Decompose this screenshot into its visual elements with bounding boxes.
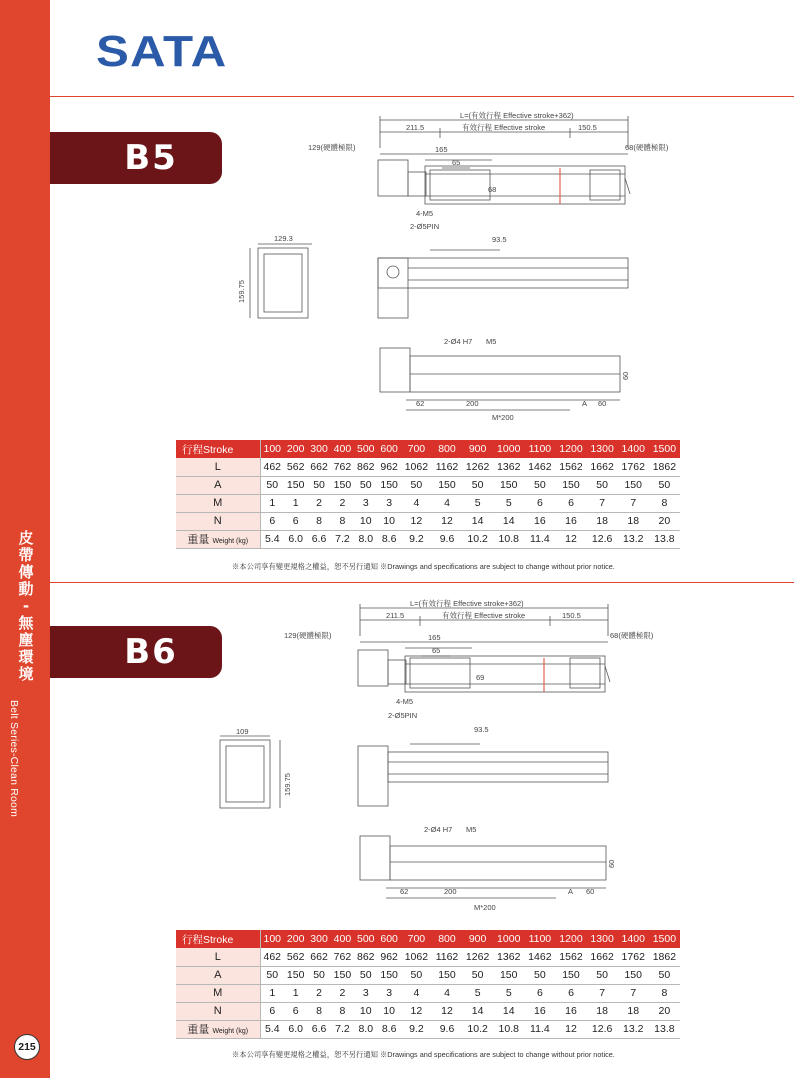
table-cell: 3 xyxy=(377,494,400,512)
sidebar-char: 動 xyxy=(18,580,34,598)
row-label: N xyxy=(176,1002,260,1020)
dim-side-offset: 93.5 xyxy=(492,235,507,244)
table-cell: 16 xyxy=(555,1002,586,1020)
dim-carriage-length: 165 xyxy=(435,145,448,154)
sidebar-char: 境 xyxy=(18,665,34,683)
table-cell: 8.0 xyxy=(354,530,377,548)
table-cell: 50 xyxy=(307,476,330,494)
table-cell: 7 xyxy=(618,984,649,1002)
table-cell: 8 xyxy=(307,512,330,530)
sidebar xyxy=(0,0,50,1078)
dim-bottom-a: A xyxy=(582,399,588,408)
table-cell: 14 xyxy=(493,512,524,530)
header-cell: 400 xyxy=(331,930,354,948)
dim-left: 211.5 xyxy=(386,611,405,620)
table-cell: 862 xyxy=(354,948,377,966)
header-cell: 1100 xyxy=(524,930,555,948)
table-cell: 1662 xyxy=(587,948,618,966)
table-cell: 1862 xyxy=(649,948,680,966)
table-cell: 13.8 xyxy=(649,530,680,548)
table-cell: 150 xyxy=(493,966,524,984)
table-cell: 50 xyxy=(649,476,680,494)
table-cell: 1462 xyxy=(524,948,555,966)
table-cell: 14 xyxy=(462,1002,493,1020)
table-cell: 662 xyxy=(307,948,330,966)
table-cell: 4 xyxy=(401,494,432,512)
table-cell: 762 xyxy=(331,458,354,476)
table-cell: 12 xyxy=(432,512,462,530)
dim-bottom-left: 62 xyxy=(400,887,409,896)
table-cell: 6 xyxy=(284,512,307,530)
dim-limit-left: 129(硬體極限) xyxy=(308,143,356,152)
dim-height: 69 xyxy=(476,673,485,682)
table-cell: 862 xyxy=(354,458,377,476)
table-cell: 1262 xyxy=(462,948,493,966)
header-cell: 1500 xyxy=(649,440,680,458)
section-divider xyxy=(50,582,794,583)
table-header-row xyxy=(176,930,680,948)
table-cell: 12 xyxy=(432,1002,462,1020)
table-cell: 10 xyxy=(354,512,377,530)
dim-bottom-total: M*200 xyxy=(492,413,514,422)
table-cell: 13.2 xyxy=(618,530,649,548)
note-thread: M5 xyxy=(486,337,497,346)
header-cell: 1500 xyxy=(649,930,680,948)
table-cell: 8 xyxy=(649,494,680,512)
table-cell: 150 xyxy=(618,476,649,494)
table-cell: 50 xyxy=(307,966,330,984)
table-cell: 9.6 xyxy=(432,1020,462,1038)
dim-bottom-total: M*200 xyxy=(474,903,496,912)
row-label: L xyxy=(176,458,260,476)
dim-right: 150.5 xyxy=(562,611,581,620)
table-cell: 1362 xyxy=(493,458,524,476)
table-cell: 150 xyxy=(284,966,307,984)
row-label: A xyxy=(176,966,260,984)
table-cell: 5.4 xyxy=(260,1020,284,1038)
table-cell: 6 xyxy=(260,512,284,530)
section-divider xyxy=(50,96,794,97)
header-cell: 900 xyxy=(462,930,493,948)
header-cell: 1200 xyxy=(555,930,586,948)
row-label: N xyxy=(176,512,260,530)
table-cell: 11.4 xyxy=(524,530,555,548)
table-cell: 1462 xyxy=(524,458,555,476)
sidebar-title-en: Belt Series-Clean Room xyxy=(8,700,20,818)
table-cell: 962 xyxy=(377,948,400,966)
table-cell: 3 xyxy=(377,984,400,1002)
table-cell: 50 xyxy=(401,966,432,984)
header-cell: 400 xyxy=(331,440,354,458)
header-cell: 800 xyxy=(432,440,462,458)
dim-left: 211.5 xyxy=(406,123,425,132)
table-cell: 16 xyxy=(524,1002,555,1020)
header-cell: 700 xyxy=(401,440,432,458)
sidebar-char: - xyxy=(22,597,30,615)
table-cell: 5 xyxy=(493,984,524,1002)
table-cell: 18 xyxy=(618,1002,649,1020)
table-cell: 562 xyxy=(284,458,307,476)
dim-limit-right: 68(硬體極限) xyxy=(610,631,654,640)
table-cell: 1862 xyxy=(649,458,680,476)
table-cell: 1 xyxy=(260,494,284,512)
table-cell: 50 xyxy=(260,966,284,984)
table-cell: 2 xyxy=(331,494,354,512)
table-row xyxy=(176,984,680,1002)
dim-end-height: 159.75 xyxy=(283,773,292,796)
table-cell: 12 xyxy=(555,530,586,548)
table-cell: 150 xyxy=(432,966,462,984)
header-cell: 200 xyxy=(284,930,307,948)
table-row xyxy=(176,494,680,512)
header-cell: 1000 xyxy=(493,930,524,948)
model-badge-b5: B5 xyxy=(50,132,222,184)
table-cell: 150 xyxy=(331,966,354,984)
weight-label xyxy=(176,530,260,548)
header-cell: 700 xyxy=(401,930,432,948)
table-cell: 3 xyxy=(354,984,377,1002)
header-cell: 100 xyxy=(260,440,284,458)
note-screw: 4-M5 xyxy=(416,209,434,218)
weight-label-cn: 重量 xyxy=(187,534,210,546)
table-cell: 7 xyxy=(618,494,649,512)
header-cell: 1300 xyxy=(587,930,618,948)
table-cell: 20 xyxy=(649,512,680,530)
header-cell: 1300 xyxy=(587,440,618,458)
table-cell: 662 xyxy=(307,458,330,476)
table-cell: 4 xyxy=(432,984,462,1002)
header-cell: 1400 xyxy=(618,930,649,948)
header-cell: 600 xyxy=(377,930,400,948)
table-cell: 50 xyxy=(260,476,284,494)
dim-end-height: 159.75 xyxy=(237,280,246,303)
table-cell: 6.0 xyxy=(284,1020,307,1038)
sidebar-title-cn xyxy=(17,530,35,683)
table-cell: 5 xyxy=(462,494,493,512)
dim-bottom-right: 60 xyxy=(598,399,607,408)
sidebar-char: 塵 xyxy=(18,631,34,649)
table-cell: 6 xyxy=(260,1002,284,1020)
header-cell: 900 xyxy=(462,440,493,458)
dim-bottom-pitch: 200 xyxy=(466,399,479,408)
dim-limit-left: 129(硬體極限) xyxy=(284,631,332,640)
sidebar-char: 帶 xyxy=(18,546,34,564)
technical-drawing-b5 xyxy=(230,108,690,430)
table-cell: 13.2 xyxy=(618,1020,649,1038)
weight-label-cn: 重量 xyxy=(187,1024,210,1036)
table-row xyxy=(176,476,680,494)
table-cell: 16 xyxy=(524,512,555,530)
table-row xyxy=(176,966,680,984)
spec-table-b5 xyxy=(176,440,680,549)
table-cell: 14 xyxy=(462,512,493,530)
header-cell: 300 xyxy=(307,440,330,458)
note-pin: 2-Ø5PIN xyxy=(410,222,440,231)
disclaimer-note: ※本公司享有變更規格之權益，恕不另行通知 ※Drawings and specifications are subject to change without prior notice. xyxy=(232,562,615,571)
table-cell: 1562 xyxy=(555,948,586,966)
weight-label-en: Weight (kg) xyxy=(212,538,249,545)
table-cell: 14 xyxy=(493,1002,524,1020)
table-cell: 1162 xyxy=(432,458,462,476)
table-cell: 50 xyxy=(462,966,493,984)
table-cell: 150 xyxy=(377,476,400,494)
table-cell: 6.6 xyxy=(307,530,330,548)
header-cell: 1000 xyxy=(493,440,524,458)
table-cell: 1662 xyxy=(587,458,618,476)
header-cell: 500 xyxy=(354,930,377,948)
sidebar-char: 皮 xyxy=(18,529,34,547)
table-cell: 10.2 xyxy=(462,530,493,548)
table-cell: 8 xyxy=(331,1002,354,1020)
table-cell: 12.6 xyxy=(587,530,618,548)
table-cell: 10 xyxy=(377,1002,400,1020)
table-cell: 150 xyxy=(377,966,400,984)
table-cell: 7.2 xyxy=(331,530,354,548)
table-cell: 50 xyxy=(587,476,618,494)
model-badge-b6: B6 xyxy=(50,626,222,678)
header-cell: 500 xyxy=(354,440,377,458)
table-cell: 9.2 xyxy=(401,530,432,548)
table-cell: 5 xyxy=(462,984,493,1002)
table-cell: 2 xyxy=(331,984,354,1002)
table-cell: 9.2 xyxy=(401,1020,432,1038)
table-cell: 50 xyxy=(354,966,377,984)
sidebar-char: 無 xyxy=(18,614,34,632)
row-label: L xyxy=(176,948,260,966)
dim-height: 68 xyxy=(488,185,497,194)
dim-stroke: 有效行程 Effective stroke xyxy=(462,123,546,132)
table-cell: 13.8 xyxy=(649,1020,680,1038)
dim-bottom-a: A xyxy=(568,887,574,896)
table-cell: 762 xyxy=(331,948,354,966)
header-cell: 300 xyxy=(307,930,330,948)
table-cell: 462 xyxy=(260,458,284,476)
header-cell: 1100 xyxy=(524,440,555,458)
table-cell: 10.8 xyxy=(493,1020,524,1038)
dim-bottom-height: 60 xyxy=(621,371,630,380)
table-cell: 6 xyxy=(555,984,586,1002)
table-row-weight xyxy=(176,1020,680,1038)
table-cell: 150 xyxy=(555,966,586,984)
table-cell: 5.4 xyxy=(260,530,284,548)
table-cell: 462 xyxy=(260,948,284,966)
row-label: A xyxy=(176,476,260,494)
header-cell: 100 xyxy=(260,930,284,948)
table-cell: 18 xyxy=(587,512,618,530)
note-hole: 2-Ø4 H7 xyxy=(444,337,473,346)
dim-carriage-length: 165 xyxy=(428,633,441,642)
table-cell: 50 xyxy=(401,476,432,494)
table-cell: 9.6 xyxy=(432,530,462,548)
header-cell: 600 xyxy=(377,440,400,458)
table-row xyxy=(176,512,680,530)
table-cell: 150 xyxy=(432,476,462,494)
table-row xyxy=(176,458,680,476)
note-thread: M5 xyxy=(466,825,477,834)
table-cell: 10.8 xyxy=(493,530,524,548)
table-cell: 16 xyxy=(555,512,586,530)
dim-carriage-inner: 65 xyxy=(432,646,441,655)
table-cell: 7.2 xyxy=(331,1020,354,1038)
table-header-row xyxy=(176,440,680,458)
table-cell: 1062 xyxy=(401,948,432,966)
table-row-weight xyxy=(176,530,680,548)
header-cell: 200 xyxy=(284,440,307,458)
weight-label-en: Weight (kg) xyxy=(212,1028,249,1035)
table-cell: 8 xyxy=(649,984,680,1002)
dim-limit-right: 68(硬體極限) xyxy=(625,143,669,152)
technical-drawing-b6 xyxy=(210,596,690,922)
table-cell: 1 xyxy=(284,984,307,1002)
table-cell: 1362 xyxy=(493,948,524,966)
dim-bottom-right: 60 xyxy=(586,887,595,896)
table-cell: 8 xyxy=(307,1002,330,1020)
table-cell: 10.2 xyxy=(462,1020,493,1038)
table-cell: 1762 xyxy=(618,948,649,966)
dim-carriage-inner: 65 xyxy=(452,158,461,167)
table-cell: 18 xyxy=(587,1002,618,1020)
spec-table-b6 xyxy=(176,930,680,1039)
sidebar-char: 環 xyxy=(18,648,34,666)
table-cell: 8.6 xyxy=(377,530,400,548)
table-cell: 1162 xyxy=(432,948,462,966)
sidebar-char: 傳 xyxy=(18,563,34,581)
note-screw: 4-M5 xyxy=(396,697,414,706)
page-number: 215 xyxy=(14,1034,40,1060)
table-cell: 1 xyxy=(260,984,284,1002)
brand-logo: SATA xyxy=(96,27,228,76)
table-cell: 7 xyxy=(587,494,618,512)
table-cell: 1762 xyxy=(618,458,649,476)
table-cell: 1 xyxy=(284,494,307,512)
table-cell: 11.4 xyxy=(524,1020,555,1038)
table-cell: 50 xyxy=(524,476,555,494)
table-cell: 8.0 xyxy=(354,1020,377,1038)
table-cell: 1062 xyxy=(401,458,432,476)
table-cell: 20 xyxy=(649,1002,680,1020)
table-cell: 12 xyxy=(401,1002,432,1020)
header-label: 行程Stroke xyxy=(176,930,260,948)
table-row xyxy=(176,1002,680,1020)
table-cell: 962 xyxy=(377,458,400,476)
row-label: M xyxy=(176,494,260,512)
header-cell: 1200 xyxy=(555,440,586,458)
table-cell: 50 xyxy=(462,476,493,494)
table-cell: 2 xyxy=(307,984,330,1002)
table-cell: 50 xyxy=(649,966,680,984)
disclaimer-note: ※本公司享有變更規格之權益，恕不另行通知 ※Drawings and specifications are subject to change without prior notice. xyxy=(232,1050,615,1059)
dim-bottom-left: 62 xyxy=(416,399,425,408)
dim-side-offset: 93.5 xyxy=(474,725,489,734)
note-hole: 2-Ø4 H7 xyxy=(424,825,453,834)
note-pin: 2-Ø5PIN xyxy=(388,711,418,720)
table-cell: 12 xyxy=(555,1020,586,1038)
table-cell: 150 xyxy=(331,476,354,494)
table-cell: 2 xyxy=(307,494,330,512)
table-cell: 3 xyxy=(354,494,377,512)
dim-overall-length: L=(有效行程 Effective stroke+362) xyxy=(460,111,574,120)
table-cell: 6.0 xyxy=(284,530,307,548)
table-cell: 10 xyxy=(377,512,400,530)
table-cell: 7 xyxy=(587,984,618,1002)
table-cell: 12 xyxy=(401,512,432,530)
table-cell: 1562 xyxy=(555,458,586,476)
table-cell: 8 xyxy=(331,512,354,530)
table-cell: 6 xyxy=(555,494,586,512)
table-cell: 6 xyxy=(284,1002,307,1020)
table-cell: 1262 xyxy=(462,458,493,476)
table-cell: 18 xyxy=(618,512,649,530)
weight-label xyxy=(176,1020,260,1038)
header-label: 行程Stroke xyxy=(176,440,260,458)
dim-end-width: 109 xyxy=(236,727,249,736)
table-cell: 562 xyxy=(284,948,307,966)
dim-bottom-pitch: 200 xyxy=(444,887,457,896)
table-cell: 50 xyxy=(354,476,377,494)
table-cell: 6 xyxy=(524,984,555,1002)
header-cell: 1400 xyxy=(618,440,649,458)
table-cell: 10 xyxy=(354,1002,377,1020)
dim-end-width: 129.3 xyxy=(274,234,293,243)
table-cell: 6.6 xyxy=(307,1020,330,1038)
table-cell: 150 xyxy=(493,476,524,494)
table-cell: 150 xyxy=(555,476,586,494)
header-cell: 800 xyxy=(432,930,462,948)
table-cell: 50 xyxy=(587,966,618,984)
table-cell: 6 xyxy=(524,494,555,512)
table-cell: 150 xyxy=(618,966,649,984)
row-label: M xyxy=(176,984,260,1002)
table-cell: 4 xyxy=(432,494,462,512)
dim-right: 150.5 xyxy=(578,123,597,132)
dim-overall-length: L=(有效行程 Effective stroke+362) xyxy=(410,599,524,608)
table-cell: 150 xyxy=(284,476,307,494)
dim-bottom-height: 60 xyxy=(607,859,616,868)
table-cell: 8.6 xyxy=(377,1020,400,1038)
table-cell: 50 xyxy=(524,966,555,984)
dim-stroke: 有效行程 Effective stroke xyxy=(442,611,526,620)
table-cell: 5 xyxy=(493,494,524,512)
table-cell: 4 xyxy=(401,984,432,1002)
table-row xyxy=(176,948,680,966)
table-cell: 12.6 xyxy=(587,1020,618,1038)
